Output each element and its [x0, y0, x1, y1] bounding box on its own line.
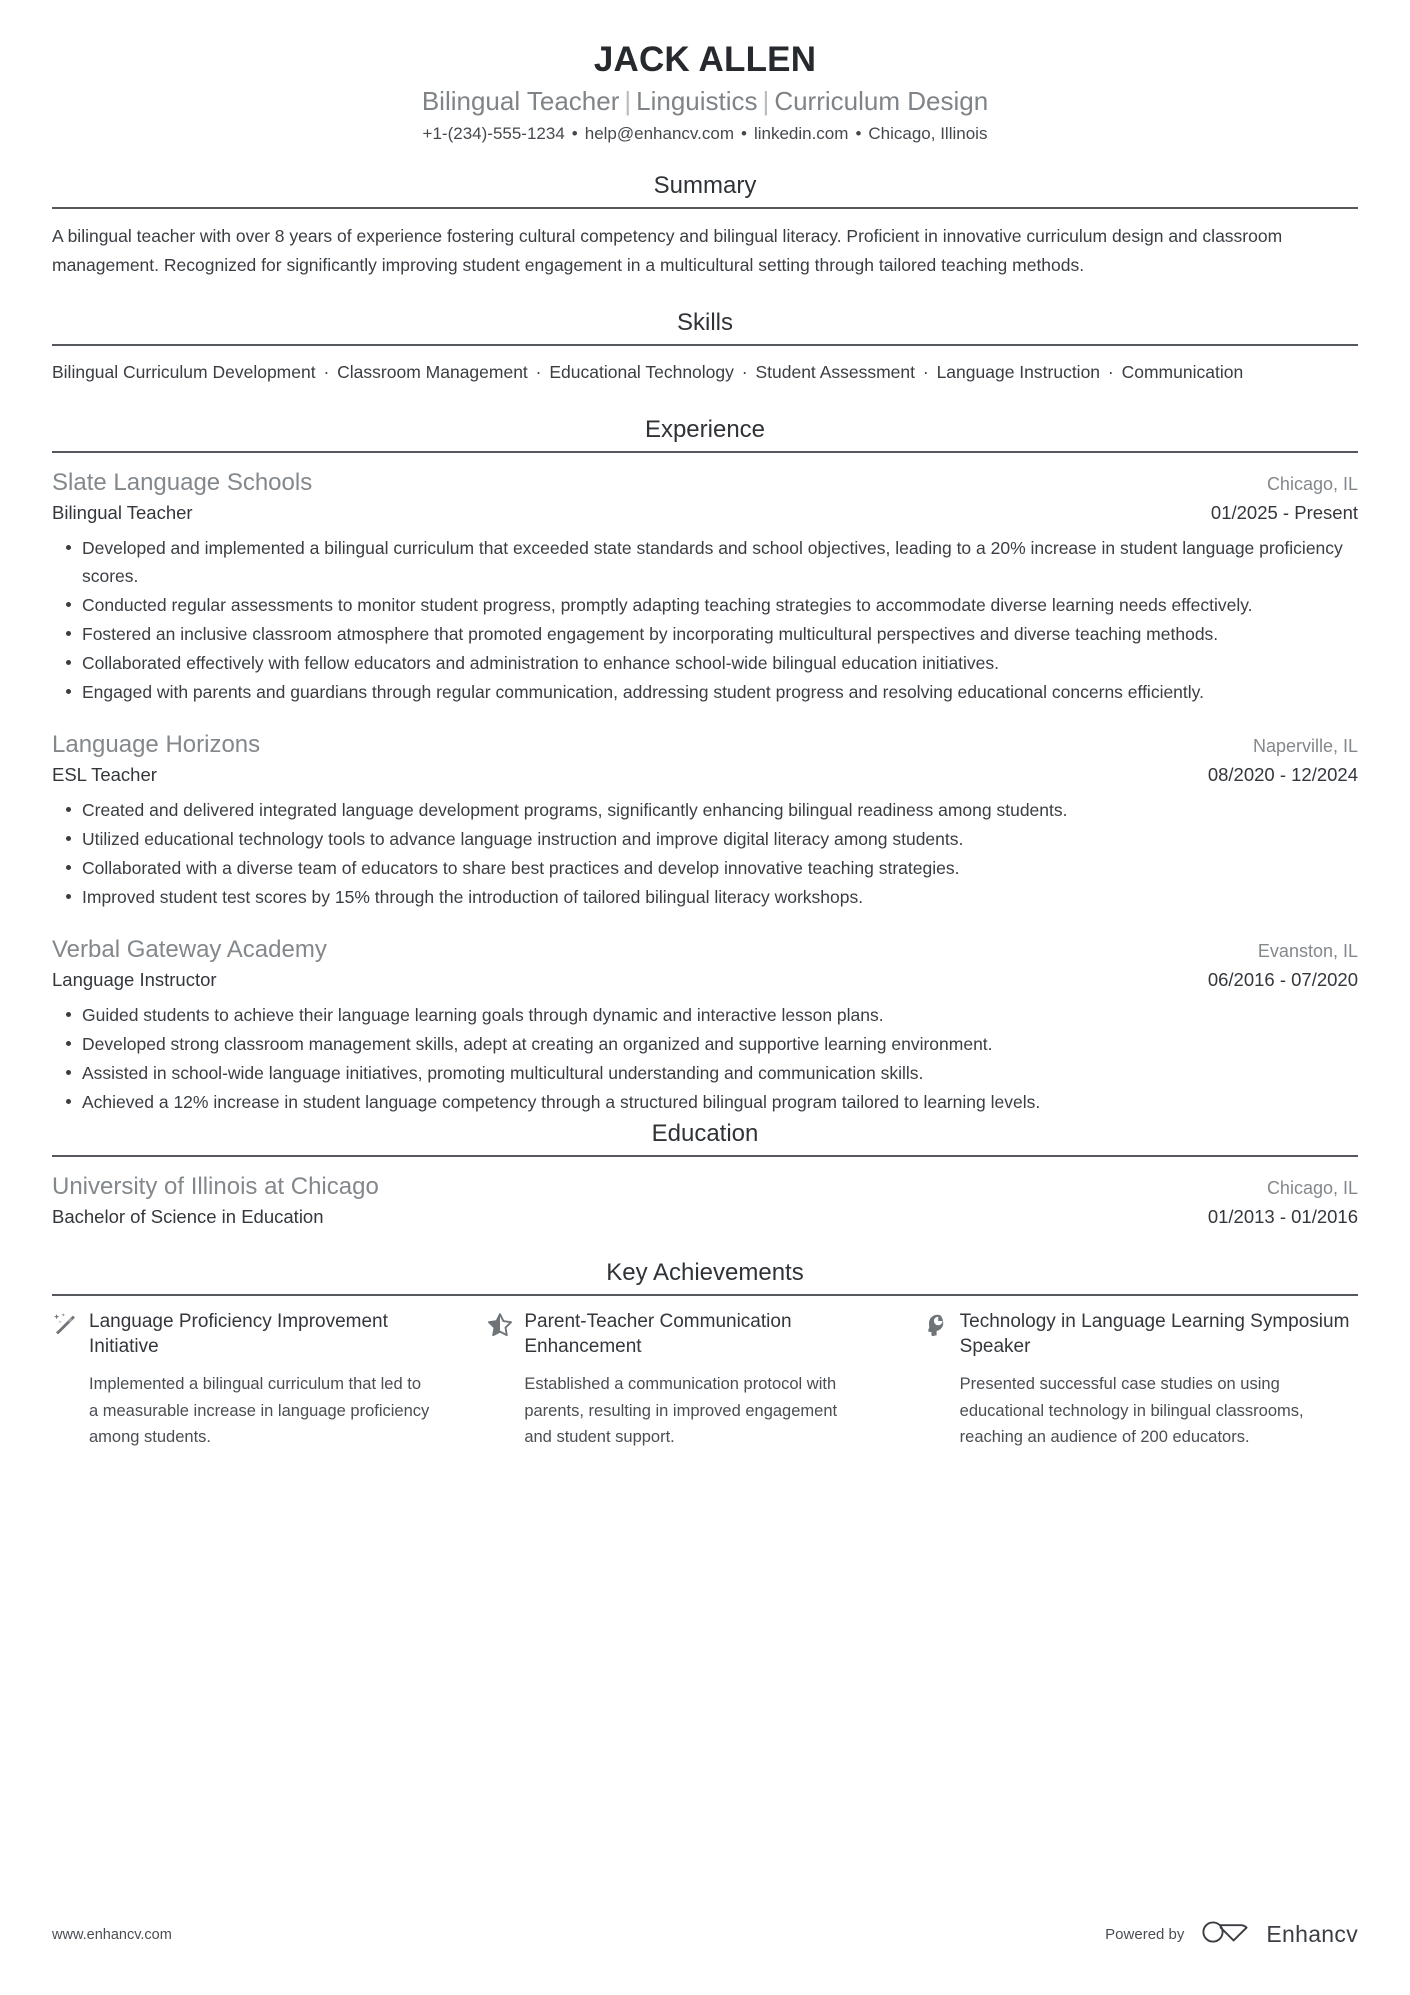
employer-location: Chicago, IL	[1266, 474, 1358, 495]
footer-branding	[1105, 1918, 1358, 1951]
achievement-title: Technology in Language Learning Symposium Speaker	[959, 1310, 1350, 1358]
employment-dates: 06/2016 - 07/2020	[1207, 969, 1358, 990]
contact-line	[52, 123, 1358, 146]
responsibility-item: Developed and implemented a bilingual curriculum that exceeded state standards and school objectives, leading to a 20% increase in student language proficiency scores.	[52, 534, 1358, 590]
section-education	[52, 1120, 1358, 1231]
contact-separator: •	[855, 124, 862, 144]
section-achievements	[52, 1259, 1358, 1451]
section-heading-skills: Skills	[676, 309, 733, 337]
achievement-item	[923, 1309, 1358, 1451]
resume-header	[52, 40, 1358, 146]
education-entry	[52, 1170, 1358, 1231]
skill-item: Classroom Management	[337, 362, 528, 383]
job-title: Bilingual Teacher	[52, 502, 193, 524]
section-divider	[52, 344, 1358, 346]
skill-item: Student Assessment	[755, 362, 916, 383]
achievement-description: Established a communication protocol with parents, resulting in improved engagement and student support.	[524, 1374, 838, 1447]
half-star-icon	[487, 1312, 513, 1338]
responsibility-item: Developed strong classroom management skills, adept at creating an organized and supportive learning environment.	[52, 1030, 1358, 1058]
section-divider	[52, 207, 1358, 209]
achievement-header	[923, 1309, 1358, 1360]
magic-wand-icon	[52, 1312, 78, 1338]
employer-location: Evanston, IL	[1257, 940, 1358, 961]
candidate-name: JACK ALLEN	[593, 40, 817, 79]
enhancv-logo	[1200, 1918, 1358, 1951]
employer-name: Language Horizons	[52, 731, 261, 759]
skill-item: Language Instruction	[936, 362, 1101, 383]
entry-header-row	[52, 1170, 1358, 1204]
skill-item: Communication	[1121, 362, 1244, 383]
entry-subheader-row	[52, 500, 1358, 527]
responsibility-list	[52, 534, 1358, 706]
employer-name: Slate Language Schools	[52, 469, 313, 497]
achievement-title: Parent-Teacher Communication Enhancement	[524, 1310, 792, 1358]
section-heading-summary: Summary	[653, 172, 757, 200]
skills-list	[52, 359, 1358, 386]
responsibility-list	[52, 1001, 1358, 1116]
headline-separator: |	[624, 85, 632, 116]
skill-item: Educational Technology	[549, 362, 734, 383]
degree-name: Bachelor of Science in Education	[52, 1205, 324, 1227]
headline-part-1: Linguistics	[636, 85, 758, 116]
headline-separator: |	[762, 85, 770, 116]
education-dates: 01/2013 - 01/2016	[1207, 1205, 1358, 1227]
page-footer	[52, 1918, 1358, 1951]
entry-header-row	[52, 466, 1358, 500]
experience-entry	[52, 933, 1358, 1116]
achievement-title: Language Proficiency Improvement Initiative	[89, 1310, 388, 1358]
employment-dates: 08/2020 - 12/2024	[1207, 764, 1358, 786]
enhancv-logo-icon	[1200, 1918, 1256, 1951]
entry-subheader-row	[52, 1204, 1358, 1231]
section-divider	[52, 451, 1358, 453]
responsibility-item: Conducted regular assessments to monitor student progress, promptly adapting teaching strategies to accommodate diverse learning needs effectively.	[52, 591, 1358, 619]
section-heading-achievements: Key Achievements	[606, 1258, 804, 1286]
achievement-description: Implemented a bilingual curriculum that led to a measurable increase in language proficiency among students.	[89, 1374, 430, 1447]
contact-separator: •	[571, 124, 578, 144]
responsibility-item: Improved student test scores by 15% through the introduction of tailored bilingual literacy workshops.	[52, 883, 1358, 911]
summary-text: A bilingual teacher with over 8 years of experience fostering cultural competency and bilingual literacy. Proficient in innovative curriculum design and classroom management. Recognized for significantly improving student engagement in a multicultural setting through tailored teaching methods.	[52, 226, 1283, 275]
job-title: ESL Teacher	[52, 764, 157, 786]
skill-separator: ·	[318, 362, 335, 383]
achievement-description: Presented successful case studies on using educational technology in bilingual classrooms, reaching an audience of 200 educators.	[959, 1374, 1304, 1447]
entry-subheader-row	[52, 762, 1358, 789]
responsibility-list	[52, 796, 1358, 911]
achievement-header	[487, 1309, 864, 1360]
institution-name: University of Illinois at Chicago	[52, 1172, 379, 1200]
responsibility-item: Collaborated effectively with fellow educators and administration to enhance school-wide bilingual education initiatives.	[52, 649, 1358, 677]
responsibility-item: Guided students to achieve their language learning goals through dynamic and interactive lesson plans.	[52, 1001, 1358, 1029]
responsibility-item: Assisted in school-wide language initiatives, promoting multicultural understanding and communication skills.	[52, 1059, 1358, 1087]
section-divider	[52, 1155, 1358, 1157]
entry-header-row	[52, 728, 1358, 762]
contact-location: Chicago, Illinois	[868, 124, 988, 144]
entry-subheader-row	[52, 967, 1358, 994]
summary-text-block	[52, 222, 1358, 279]
entry-header-row	[52, 933, 1358, 967]
achievement-item	[52, 1309, 487, 1451]
section-summary	[52, 172, 1358, 279]
institution-location: Chicago, IL	[1266, 1177, 1358, 1198]
achievement-item	[487, 1309, 922, 1451]
responsibility-item: Achieved a 12% increase in student language competency through a structured bilingual program tailored to learning levels.	[52, 1088, 1358, 1116]
section-skills	[52, 309, 1358, 386]
section-heading-education: Education	[651, 1119, 759, 1147]
employment-dates: 01/2025 - Present	[1210, 502, 1358, 524]
section-experience	[52, 416, 1358, 1116]
skill-separator: ·	[530, 362, 547, 383]
skill-separator: ·	[918, 362, 934, 383]
responsibility-item: Created and delivered integrated language development programs, significantly enhancing bilingual readiness among students.	[52, 796, 1358, 824]
employer-location: Naperville, IL	[1252, 736, 1358, 757]
achievements-grid	[52, 1309, 1358, 1451]
skill-item: Bilingual Curriculum Development	[52, 362, 316, 383]
contact-phone: +1-(234)-555-1234	[422, 124, 565, 144]
contact-linkedin[interactable]: linkedin.com	[753, 124, 849, 144]
responsibility-item: Collaborated with a diverse team of educators to share best practices and develop innovative teaching strategies.	[52, 854, 1358, 882]
skill-separator: ·	[736, 362, 753, 383]
contact-separator: •	[740, 124, 747, 144]
responsibility-item: Engaged with parents and guardians through regular communication, addressing student progress and resolving educational concerns efficiently.	[52, 678, 1358, 706]
education-entries	[52, 1170, 1358, 1231]
enhancv-wordmark: Enhancv	[1266, 1921, 1358, 1947]
headline-part-2: Curriculum Design	[774, 85, 989, 116]
candidate-headline	[52, 85, 1358, 119]
contact-email[interactable]: help@enhancv.com	[584, 124, 734, 144]
section-heading-experience: Experience	[644, 416, 766, 444]
head-profile-icon	[923, 1312, 949, 1338]
skill-separator: ·	[1103, 362, 1119, 383]
experience-entry	[52, 466, 1358, 706]
experience-entry	[52, 728, 1358, 911]
footer-powered-by-label: Powered by	[1105, 1926, 1185, 1943]
achievement-header	[52, 1309, 429, 1360]
headline-part-0: Bilingual Teacher	[421, 85, 620, 116]
footer-website-link[interactable]: www.enhancv.com	[52, 1926, 172, 1943]
responsibility-item: Fostered an inclusive classroom atmosphere that promoted engagement by incorporating multicultural perspectives and diverse teaching methods.	[52, 620, 1358, 648]
employer-name: Verbal Gateway Academy	[52, 935, 327, 963]
responsibility-item: Utilized educational technology tools to advance language instruction and improve digital literacy among students.	[52, 825, 1358, 853]
job-title: Language Instructor	[52, 969, 217, 990]
section-divider	[52, 1294, 1358, 1296]
experience-entries	[52, 466, 1358, 1116]
